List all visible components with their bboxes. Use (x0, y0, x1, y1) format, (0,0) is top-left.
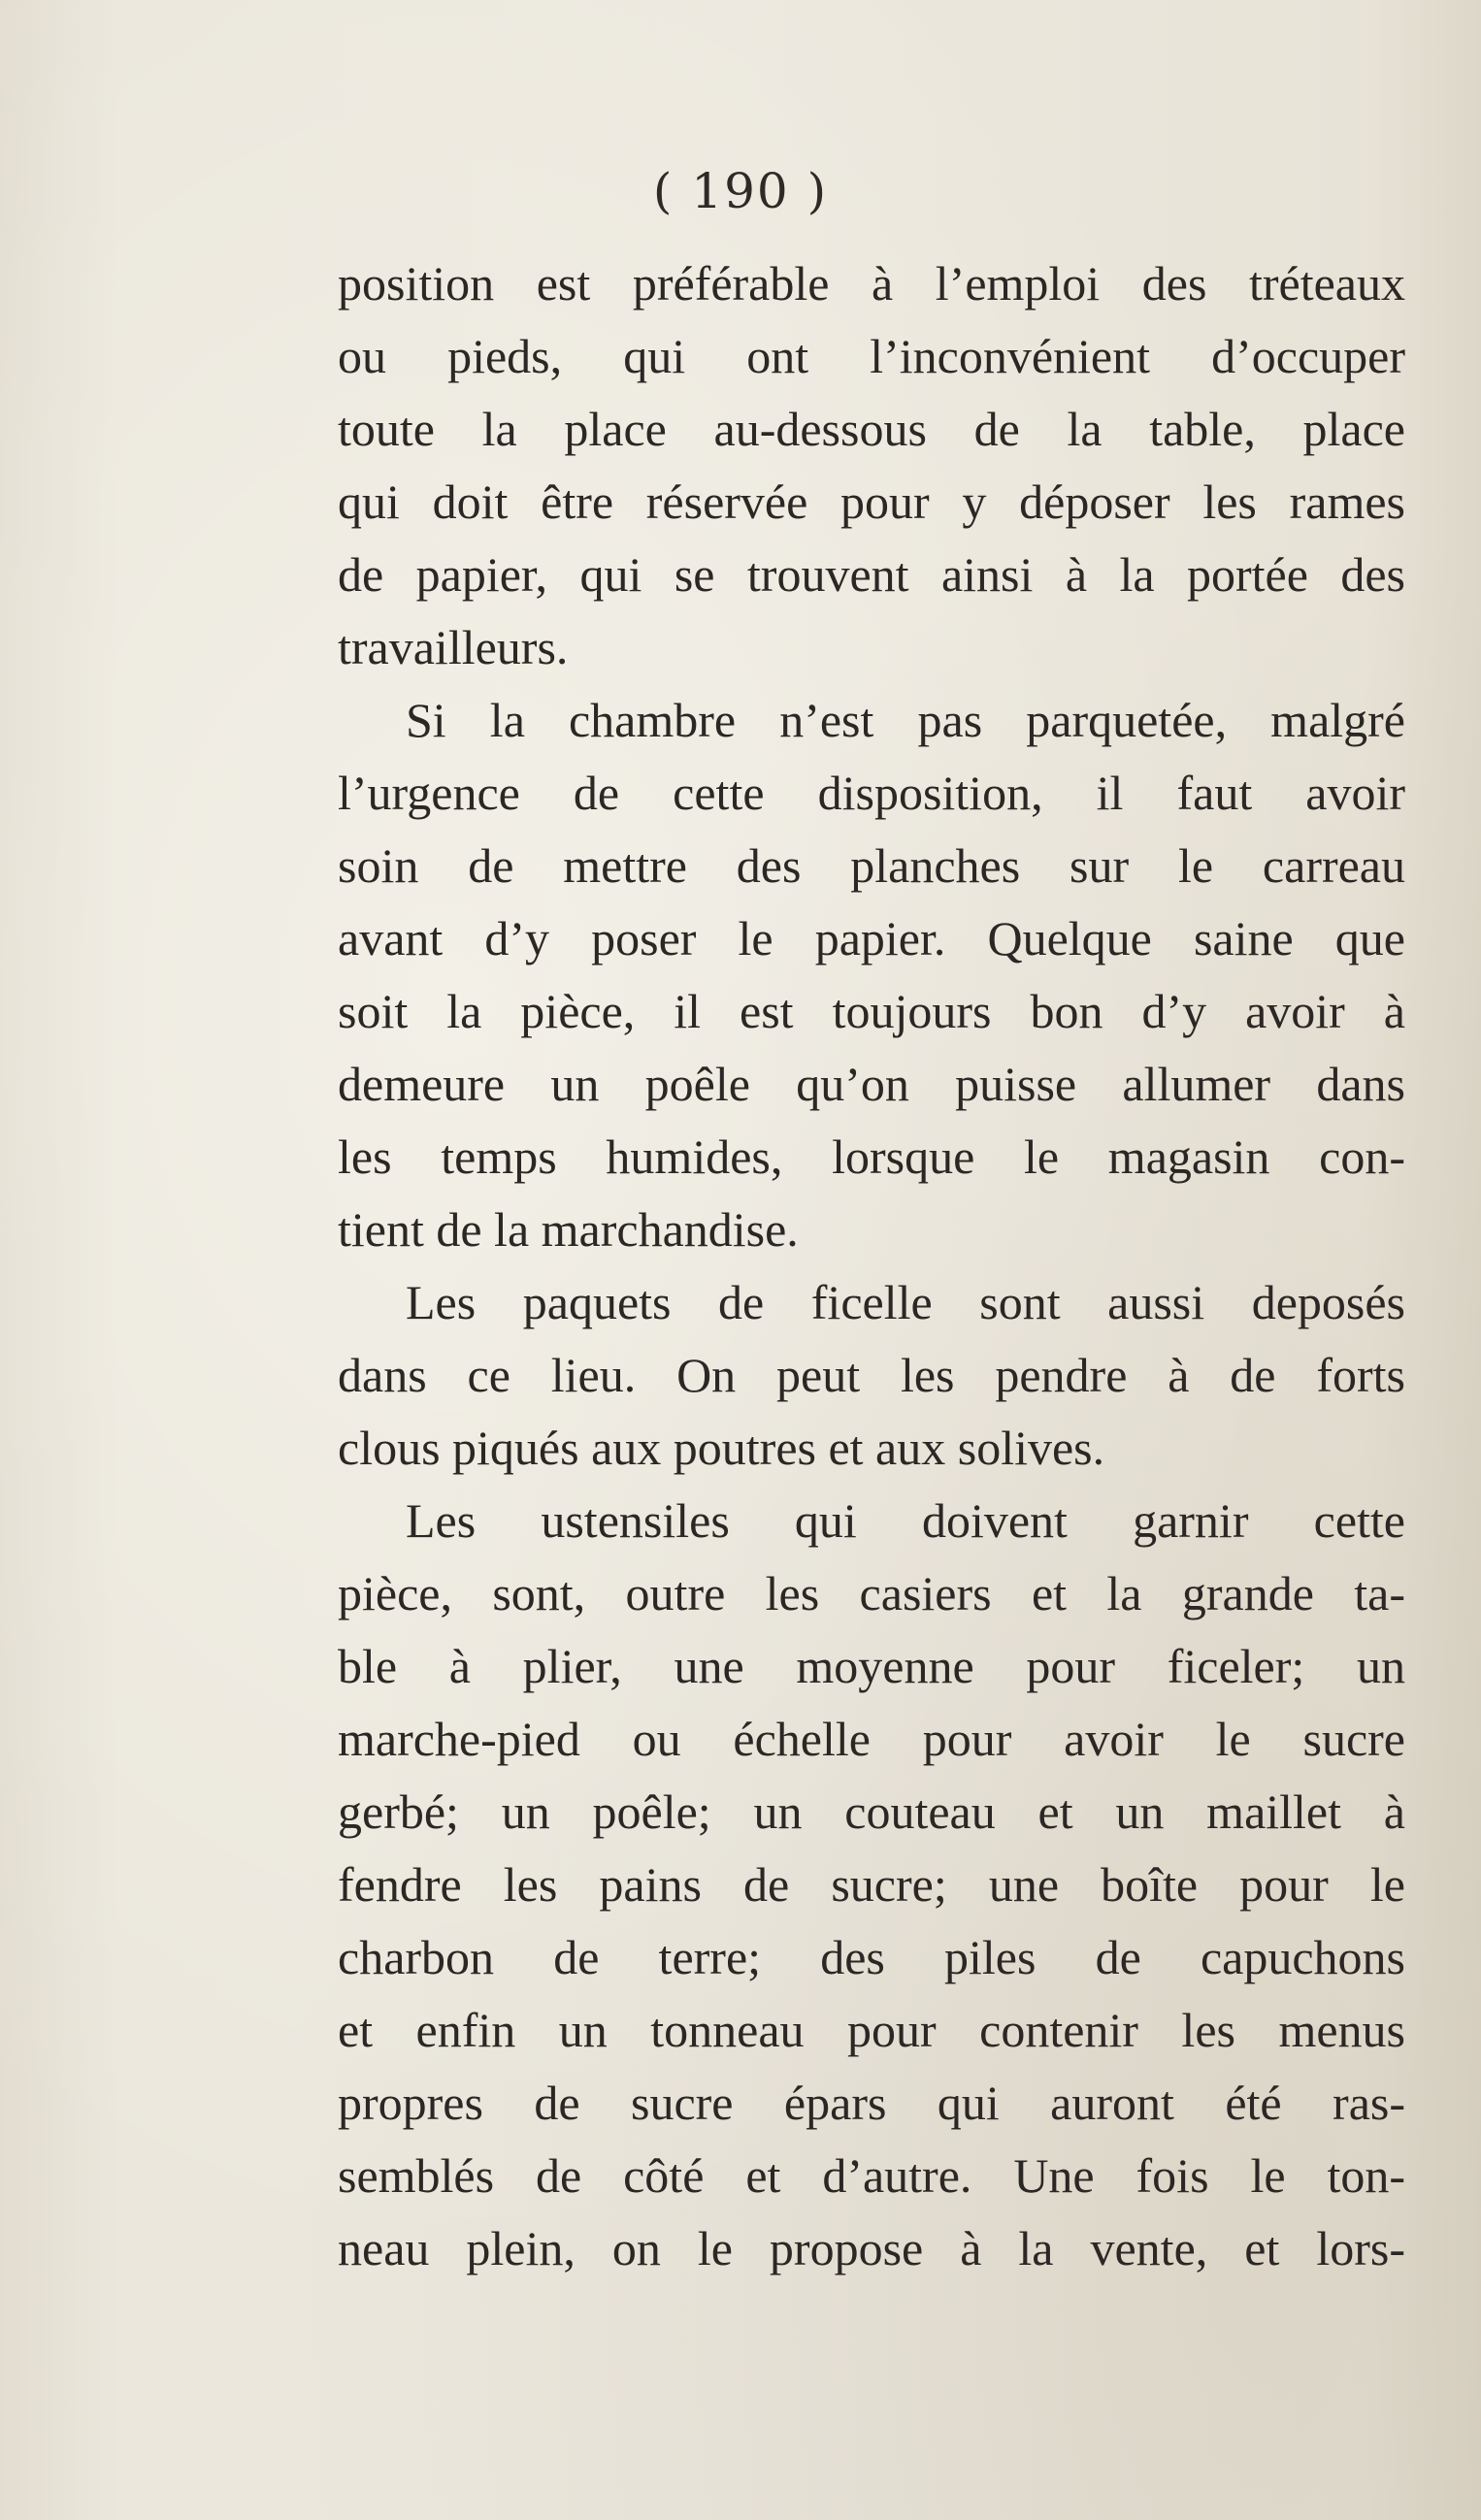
text-line: gerbé; un poêle; un couteau et un maillet à (338, 1784, 1405, 1839)
text-line: et enfin un tonneau pour contenir les menus (338, 2003, 1405, 2057)
text-line: qui doit être réservée pour y déposer les rames (338, 475, 1405, 529)
text-line: les temps humides, lorsque le magasin con- (338, 1129, 1405, 1184)
text-line: ble à plier, une moyenne pour ficeler; un (338, 1639, 1405, 1693)
text-line: Les ustensiles qui doivent garnir cette (406, 1493, 1405, 1548)
text-line: Si la chambre n’est pas parquetée, malgré (406, 693, 1405, 747)
text-line: neau plein, on le propose à la vente, et lors- (338, 2221, 1405, 2275)
text-line: demeure un poêle qu’on puisse allumer dans (338, 1057, 1405, 1111)
text-line: pièce, sont, outre les casiers et la grande ta- (338, 1566, 1405, 1620)
text-line: fendre les pains de sucre; une boîte pour le (338, 1857, 1405, 1912)
text-line: marche-pied ou échelle pour avoir le sucre (338, 1712, 1405, 1766)
text-line: charbon de terre; des piles de capuchons (338, 1930, 1405, 1984)
text-line: Les paquets de ficelle sont aussi deposés (406, 1275, 1405, 1329)
text-line: tient de la marchandise. (338, 1202, 799, 1257)
text-line: dans ce lieu. On peut les pendre à de forts (338, 1348, 1405, 1402)
text-line: de papier, qui se trouvent ainsi à la portée des (338, 547, 1405, 602)
text-line: toute la place au-dessous de la table, place (338, 402, 1405, 456)
page-number: ( 190 ) (652, 163, 829, 219)
text-line: position est préférable à l’emploi des tréteaux (338, 256, 1405, 311)
text-line: semblés de côté et d’autre. Une fois le ton- (338, 2148, 1405, 2203)
text-line: soit la pièce, il est toujours bon d’y avoir à (338, 984, 1405, 1038)
text-line: propres de sucre épars qui auront été ras- (338, 2076, 1405, 2130)
body-text (338, 247, 1405, 2285)
text-line: avant d’y poser le papier. Quelque saine que (338, 911, 1405, 965)
text-line: ou pieds, qui ont l’inconvénient d’occuper (338, 329, 1405, 383)
text-line: soin de mettre des planches sur le carreau (338, 838, 1405, 893)
text-line: l’urgence de cette disposition, il faut avoir (338, 766, 1405, 820)
text-line: clous piqués aux poutres et aux solives. (338, 1421, 1105, 1475)
text-line: travailleurs. (338, 620, 569, 674)
